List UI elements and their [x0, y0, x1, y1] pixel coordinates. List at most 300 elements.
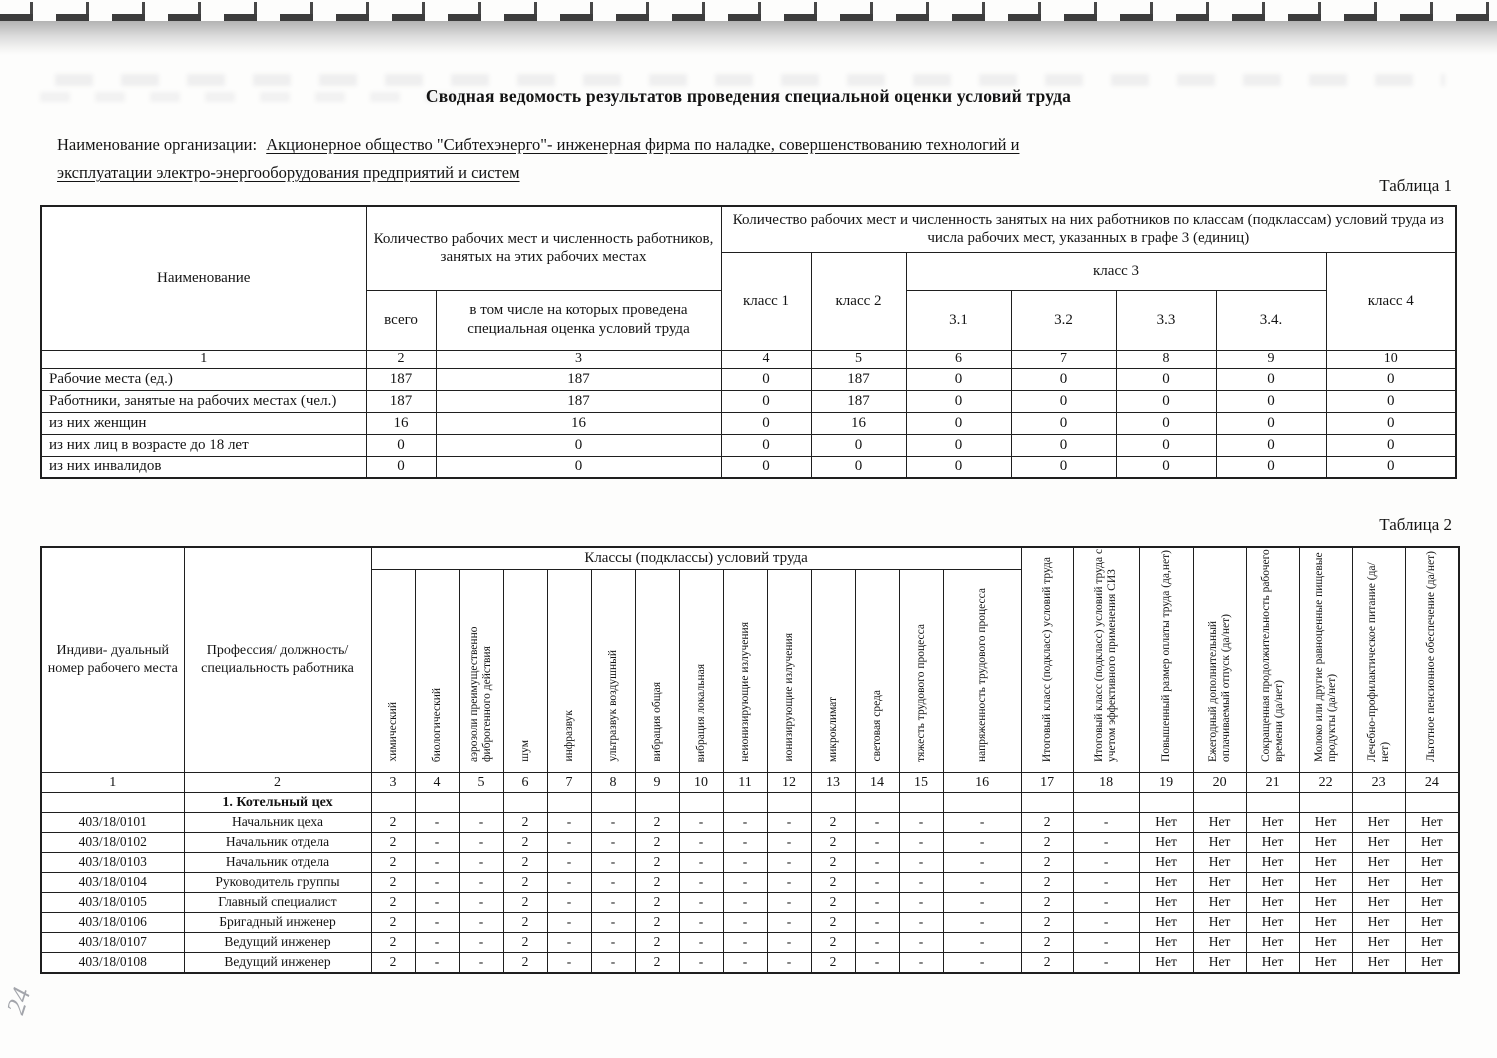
column-header-light [855, 569, 899, 772]
profession: Начальник цеха [184, 813, 371, 833]
cell-microclimate: 2 [811, 893, 855, 913]
column-number: 3 [436, 350, 721, 368]
cell-vibration-local: - [679, 833, 723, 853]
cell-severity: - [899, 953, 943, 973]
cell-microclimate: 2 [811, 873, 855, 893]
cell-reduced-hours: Нет [1246, 953, 1299, 973]
empty-cell [1139, 793, 1193, 813]
cell-nonionizing: - [723, 933, 767, 953]
workplace-number: 403/18/0103 [41, 853, 184, 873]
cell-pension-benefits: Нет [1405, 933, 1459, 953]
cell-intensity: - [943, 953, 1021, 973]
column-number: 15 [899, 773, 943, 793]
rotated-label: Молоко или другие равноценные пищевые продукты (да/нет) [1312, 552, 1338, 762]
cell-intensity: - [943, 873, 1021, 893]
column-number: 13 [811, 773, 855, 793]
table1-row [41, 434, 1456, 456]
cell-ionizing: - [767, 853, 811, 873]
cell-class3-3: 0 [1116, 368, 1216, 390]
cell-biological: - [415, 873, 459, 893]
column-header-ultrasound [591, 569, 635, 772]
cell-infrasound: - [547, 813, 591, 833]
cell-vibration-general: 2 [635, 913, 679, 933]
column-header-final-class [1021, 547, 1073, 773]
cell-chemical: 2 [371, 853, 415, 873]
workplace-number: 403/18/0101 [41, 813, 184, 833]
cell-class3-2: 0 [1011, 434, 1116, 456]
column-header-severity [899, 569, 943, 772]
cell-ultrasound: - [591, 933, 635, 953]
cell-class1: 0 [721, 434, 811, 456]
cell-milk-products: Нет [1299, 953, 1352, 973]
workplace-row [41, 913, 1459, 933]
profession: Руководитель группы [184, 873, 371, 893]
table1-row [41, 412, 1456, 434]
cell-biological: - [415, 933, 459, 953]
cell-light: - [855, 813, 899, 833]
cell-aerosols: - [459, 913, 503, 933]
workplace-number: 403/18/0106 [41, 913, 184, 933]
table1-header-class3-1: 3.1 [906, 290, 1011, 350]
empty-cell [811, 793, 855, 813]
empty-cell [415, 793, 459, 813]
table1-header-incl: в том числе на которых проведена специальная оценка условий труда [436, 290, 721, 350]
empty-cell [1299, 793, 1352, 813]
cell-reduced-hours: Нет [1246, 933, 1299, 953]
cell-class3-3: 0 [1116, 456, 1216, 478]
rotated-label: шум [518, 740, 531, 762]
cell-infrasound: - [547, 873, 591, 893]
column-header-vibration-general [635, 569, 679, 772]
cell-additional-leave: Нет [1193, 833, 1246, 853]
cell-biological: - [415, 833, 459, 853]
column-number: 8 [1116, 350, 1216, 368]
column-number: 8 [591, 773, 635, 793]
cell-class1: 0 [721, 368, 811, 390]
profession: Начальник отдела [184, 833, 371, 853]
cell-chemical: 2 [371, 813, 415, 833]
cell-noise: 2 [503, 873, 547, 893]
column-number: 14 [855, 773, 899, 793]
cell-class2: 16 [811, 412, 906, 434]
cell-pension-benefits: Нет [1405, 893, 1459, 913]
cell-final-class-ppe: - [1073, 833, 1139, 853]
table1-summary [40, 205, 1457, 479]
cell-assessed: 187 [436, 368, 721, 390]
cell-class3-3: 0 [1116, 434, 1216, 456]
cell-noise: 2 [503, 833, 547, 853]
workplace-row [41, 833, 1459, 853]
rotated-label: аэрозоли преимущественно фиброгенного действия [468, 626, 493, 762]
cell-final-class: 2 [1021, 853, 1073, 873]
cell-assessed: 187 [436, 390, 721, 412]
cell-chemical: 2 [371, 953, 415, 973]
cell-chemical: 2 [371, 913, 415, 933]
cell-class4: 0 [1326, 434, 1456, 456]
cell-severity: - [899, 893, 943, 913]
cell-milk-products: Нет [1299, 933, 1352, 953]
cell-class3-2: 0 [1011, 456, 1116, 478]
table1-header-group-right: Количество рабочих мест и численность занятых на них работников по классам (подклассам) условий труда из числа рабочих мест, указанных в графе 3 (единиц) [721, 206, 1456, 252]
cell-biological: - [415, 853, 459, 873]
cell-therapeutic-nutrition: Нет [1352, 953, 1405, 973]
workplace-number: 403/18/0105 [41, 893, 184, 913]
column-header-reduced-hours [1246, 547, 1299, 773]
cell-final-class-ppe: - [1073, 953, 1139, 973]
cell-class3-4: 0 [1216, 456, 1326, 478]
rotated-label: микроклимат [826, 696, 839, 762]
cell-additional-leave: Нет [1193, 853, 1246, 873]
column-header-pension-benefits [1405, 547, 1459, 773]
cell-vibration-general: 2 [635, 953, 679, 973]
cell-vibration-local: - [679, 813, 723, 833]
rotated-label: Льготное пенсионное обеспечение (да/нет) [1425, 551, 1438, 762]
cell-ultrasound: - [591, 833, 635, 853]
cell-class3-1: 0 [906, 434, 1011, 456]
table2-header-profession: Профессия/ должность/ специальность работника [184, 547, 371, 773]
cell-ionizing: - [767, 873, 811, 893]
cell-ionizing: - [767, 833, 811, 853]
empty-cell [547, 793, 591, 813]
cell-intensity: - [943, 813, 1021, 833]
rotated-label: световая среда [870, 690, 883, 762]
cell-microclimate: 2 [811, 853, 855, 873]
cell-ionizing: - [767, 953, 811, 973]
cell-ionizing: - [767, 813, 811, 833]
table1-row [41, 368, 1456, 390]
column-header-milk-products [1299, 547, 1352, 773]
cell-light: - [855, 953, 899, 973]
table1-header-class3-4: 3.4. [1216, 290, 1326, 350]
cell-ionizing: - [767, 893, 811, 913]
column-header-chemical [371, 569, 415, 772]
cell-severity: - [899, 853, 943, 873]
column-header-intensity [943, 569, 1021, 772]
binding-bars-icon [0, 14, 1497, 21]
cell-biological: - [415, 813, 459, 833]
cell-final-class-ppe: - [1073, 913, 1139, 933]
empty-cell [1021, 793, 1073, 813]
rotated-label: Ежегодный дополнительный оплачиваемый отпуск (да/нет) [1206, 614, 1232, 762]
cell-noise: 2 [503, 933, 547, 953]
cell-vibration-general: 2 [635, 813, 679, 833]
empty-cell [41, 793, 184, 813]
cell-milk-products: Нет [1299, 813, 1352, 833]
cell-class3-1: 0 [906, 390, 1011, 412]
cell-class3-1: 0 [906, 456, 1011, 478]
cell-increased-pay: Нет [1139, 873, 1193, 893]
cell-infrasound: - [547, 833, 591, 853]
cell-nonionizing: - [723, 913, 767, 933]
cell-vibration-local: - [679, 953, 723, 973]
cell-class2: 187 [811, 390, 906, 412]
cell-class1: 0 [721, 412, 811, 434]
cell-additional-leave: Нет [1193, 953, 1246, 973]
column-header-final-class-ppe [1073, 547, 1139, 773]
cell-class4: 0 [1326, 456, 1456, 478]
cell-aerosols: - [459, 853, 503, 873]
workplace-number: 403/18/0102 [41, 833, 184, 853]
workplace-number: 403/18/0104 [41, 873, 184, 893]
table1-header-group-left: Количество рабочих мест и численность работников, занятых на этих рабочих местах [366, 206, 721, 290]
cell-chemical: 2 [371, 933, 415, 953]
cell-class4: 0 [1326, 412, 1456, 434]
cell-class1: 0 [721, 390, 811, 412]
cell-reduced-hours: Нет [1246, 853, 1299, 873]
cell-final-class: 2 [1021, 813, 1073, 833]
organization-line [57, 131, 1457, 187]
cell-class3-2: 0 [1011, 412, 1116, 434]
cell-ultrasound: - [591, 813, 635, 833]
row-label: Работники, занятые на рабочих местах (чел.) [41, 390, 366, 412]
cell-microclimate: 2 [811, 813, 855, 833]
cell-therapeutic-nutrition: Нет [1352, 873, 1405, 893]
cell-ultrasound: - [591, 853, 635, 873]
cell-increased-pay: Нет [1139, 833, 1193, 853]
cell-ultrasound: - [591, 893, 635, 913]
cell-total: 187 [366, 368, 436, 390]
cell-infrasound: - [547, 933, 591, 953]
cell-reduced-hours: Нет [1246, 873, 1299, 893]
cell-biological: - [415, 953, 459, 973]
table1-header-class3-2: 3.2 [1011, 290, 1116, 350]
cell-nonionizing: - [723, 873, 767, 893]
workplace-row [41, 873, 1459, 893]
cell-final-class: 2 [1021, 933, 1073, 953]
cell-milk-products: Нет [1299, 873, 1352, 893]
column-number: 1 [41, 350, 366, 368]
rotated-label: химический [386, 702, 399, 762]
row-label: из них женщин [41, 412, 366, 434]
cell-assessed: 0 [436, 434, 721, 456]
column-number: 2 [184, 773, 371, 793]
column-number: 19 [1139, 773, 1193, 793]
empty-cell [1193, 793, 1246, 813]
empty-cell [1405, 793, 1459, 813]
table1-header-class2: класс 2 [811, 252, 906, 350]
bleed-through-artifact [55, 74, 1445, 86]
table2-header-classes-group: Классы (подклассы) условий труда [371, 547, 1021, 569]
empty-cell [855, 793, 899, 813]
cell-aerosols: - [459, 953, 503, 973]
workplace-row [41, 813, 1459, 833]
column-number: 6 [503, 773, 547, 793]
cell-increased-pay: Нет [1139, 953, 1193, 973]
cell-noise: 2 [503, 913, 547, 933]
organization-label: Наименование организации: [57, 135, 258, 154]
cell-final-class: 2 [1021, 953, 1073, 973]
cell-biological: - [415, 893, 459, 913]
column-number: 10 [1326, 350, 1456, 368]
cell-severity: - [899, 833, 943, 853]
cell-therapeutic-nutrition: Нет [1352, 833, 1405, 853]
cell-severity: - [899, 933, 943, 953]
cell-class3-4: 0 [1216, 434, 1326, 456]
cell-vibration-local: - [679, 853, 723, 873]
cell-final-class: 2 [1021, 873, 1073, 893]
cell-class3-1: 0 [906, 412, 1011, 434]
cell-total: 16 [366, 412, 436, 434]
profession: Главный специалист [184, 893, 371, 913]
cell-vibration-local: - [679, 873, 723, 893]
cell-final-class: 2 [1021, 833, 1073, 853]
row-label: Рабочие места (ед.) [41, 368, 366, 390]
cell-total: 0 [366, 456, 436, 478]
cell-reduced-hours: Нет [1246, 913, 1299, 933]
column-number: 11 [723, 773, 767, 793]
cell-light: - [855, 913, 899, 933]
column-number: 22 [1299, 773, 1352, 793]
cell-nonionizing: - [723, 853, 767, 873]
cell-microclimate: 2 [811, 933, 855, 953]
cell-milk-products: Нет [1299, 893, 1352, 913]
column-number: 21 [1246, 773, 1299, 793]
cell-microclimate: 2 [811, 953, 855, 973]
section-title: 1. Котельный цех [184, 793, 371, 813]
cell-class3-4: 0 [1216, 390, 1326, 412]
table2-caption: Таблица 2 [1379, 515, 1452, 534]
rotated-label: ультразвук воздушный [606, 650, 619, 762]
cell-milk-products: Нет [1299, 853, 1352, 873]
empty-cell [679, 793, 723, 813]
cell-additional-leave: Нет [1193, 913, 1246, 933]
cell-therapeutic-nutrition: Нет [1352, 893, 1405, 913]
cell-additional-leave: Нет [1193, 893, 1246, 913]
cell-intensity: - [943, 853, 1021, 873]
cell-increased-pay: Нет [1139, 913, 1193, 933]
table1-caption: Таблица 1 [1379, 176, 1452, 195]
empty-cell [899, 793, 943, 813]
cell-biological: - [415, 913, 459, 933]
cell-noise: 2 [503, 953, 547, 973]
cell-pension-benefits: Нет [1405, 853, 1459, 873]
cell-class3-4: 0 [1216, 412, 1326, 434]
cell-vibration-local: - [679, 913, 723, 933]
rotated-label: инфразвук [562, 710, 575, 762]
rotated-label: неионизирующие излучения [738, 622, 751, 762]
rotated-label: биологический [430, 687, 443, 762]
cell-class4: 0 [1326, 390, 1456, 412]
workplace-row [41, 893, 1459, 913]
table2-header-workplace-number: Индиви- дуальный номер рабочего места [41, 547, 184, 773]
cell-milk-products: Нет [1299, 913, 1352, 933]
cell-pension-benefits: Нет [1405, 913, 1459, 933]
cell-aerosols: - [459, 933, 503, 953]
cell-reduced-hours: Нет [1246, 813, 1299, 833]
cell-ultrasound: - [591, 873, 635, 893]
rotated-label: Повышенный размер оплаты труда (да,нет) [1159, 550, 1172, 762]
cell-class2: 187 [811, 368, 906, 390]
cell-light: - [855, 893, 899, 913]
cell-vibration-general: 2 [635, 933, 679, 953]
empty-cell [503, 793, 547, 813]
cell-therapeutic-nutrition: Нет [1352, 933, 1405, 953]
table1-header-name: Наименование [41, 206, 366, 350]
cell-therapeutic-nutrition: Нет [1352, 813, 1405, 833]
workplace-number: 403/18/0108 [41, 953, 184, 973]
cell-increased-pay: Нет [1139, 893, 1193, 913]
cell-additional-leave: Нет [1193, 813, 1246, 833]
cell-severity: - [899, 873, 943, 893]
cell-aerosols: - [459, 893, 503, 913]
cell-assessed: 16 [436, 412, 721, 434]
column-number: 1 [41, 773, 184, 793]
table2-workplaces [40, 546, 1460, 974]
column-number: 4 [415, 773, 459, 793]
cell-noise: 2 [503, 893, 547, 913]
column-number: 4 [721, 350, 811, 368]
cell-noise: 2 [503, 853, 547, 873]
cell-class3-1: 0 [906, 368, 1011, 390]
cell-chemical: 2 [371, 893, 415, 913]
rotated-label: Лечебно-профилактическое питание (да/нет) [1365, 562, 1391, 762]
row-label: из них инвалидов [41, 456, 366, 478]
cell-final-class: 2 [1021, 913, 1073, 933]
cell-class2: 0 [811, 456, 906, 478]
cell-class2: 0 [811, 434, 906, 456]
column-header-therapeutic-nutrition [1352, 547, 1405, 773]
cell-increased-pay: Нет [1139, 813, 1193, 833]
cell-class3-2: 0 [1011, 368, 1116, 390]
cell-final-class: 2 [1021, 893, 1073, 913]
cell-class4: 0 [1326, 368, 1456, 390]
cell-ionizing: - [767, 913, 811, 933]
cell-class1: 0 [721, 456, 811, 478]
section-row [41, 793, 1459, 813]
column-number: 12 [767, 773, 811, 793]
empty-cell [723, 793, 767, 813]
column-header-additional-leave [1193, 547, 1246, 773]
empty-cell [1246, 793, 1299, 813]
cell-chemical: 2 [371, 833, 415, 853]
column-number: 2 [366, 350, 436, 368]
empty-cell [371, 793, 415, 813]
column-number: 16 [943, 773, 1021, 793]
cell-pension-benefits: Нет [1405, 813, 1459, 833]
column-number: 7 [1011, 350, 1116, 368]
cell-nonionizing: - [723, 953, 767, 973]
profession: Ведущий инженер [184, 933, 371, 953]
column-header-aerosols [459, 569, 503, 772]
cell-final-class-ppe: - [1073, 893, 1139, 913]
cell-nonionizing: - [723, 833, 767, 853]
column-header-microclimate [811, 569, 855, 772]
cell-microclimate: 2 [811, 913, 855, 933]
cell-total: 0 [366, 434, 436, 456]
cell-vibration-general: 2 [635, 853, 679, 873]
column-number: 17 [1021, 773, 1073, 793]
empty-cell [1352, 793, 1405, 813]
empty-cell [1073, 793, 1139, 813]
cell-reduced-hours: Нет [1246, 893, 1299, 913]
cell-therapeutic-nutrition: Нет [1352, 853, 1405, 873]
rotated-label: Итоговый класс (подкласс) условий труда [1040, 556, 1053, 762]
workplace-row [41, 953, 1459, 973]
cell-additional-leave: Нет [1193, 873, 1246, 893]
cell-reduced-hours: Нет [1246, 833, 1299, 853]
column-header-noise [503, 569, 547, 772]
column-header-infrasound [547, 569, 591, 772]
cell-pension-benefits: Нет [1405, 833, 1459, 853]
cell-class3-4: 0 [1216, 368, 1326, 390]
rotated-label: тяжесть трудового процесса [914, 624, 927, 762]
column-header-nonionizing [723, 569, 767, 772]
cell-severity: - [899, 913, 943, 933]
cell-final-class-ppe: - [1073, 813, 1139, 833]
table1-header-class3: класс 3 [906, 252, 1326, 290]
column-number: 20 [1193, 773, 1246, 793]
cell-aerosols: - [459, 813, 503, 833]
